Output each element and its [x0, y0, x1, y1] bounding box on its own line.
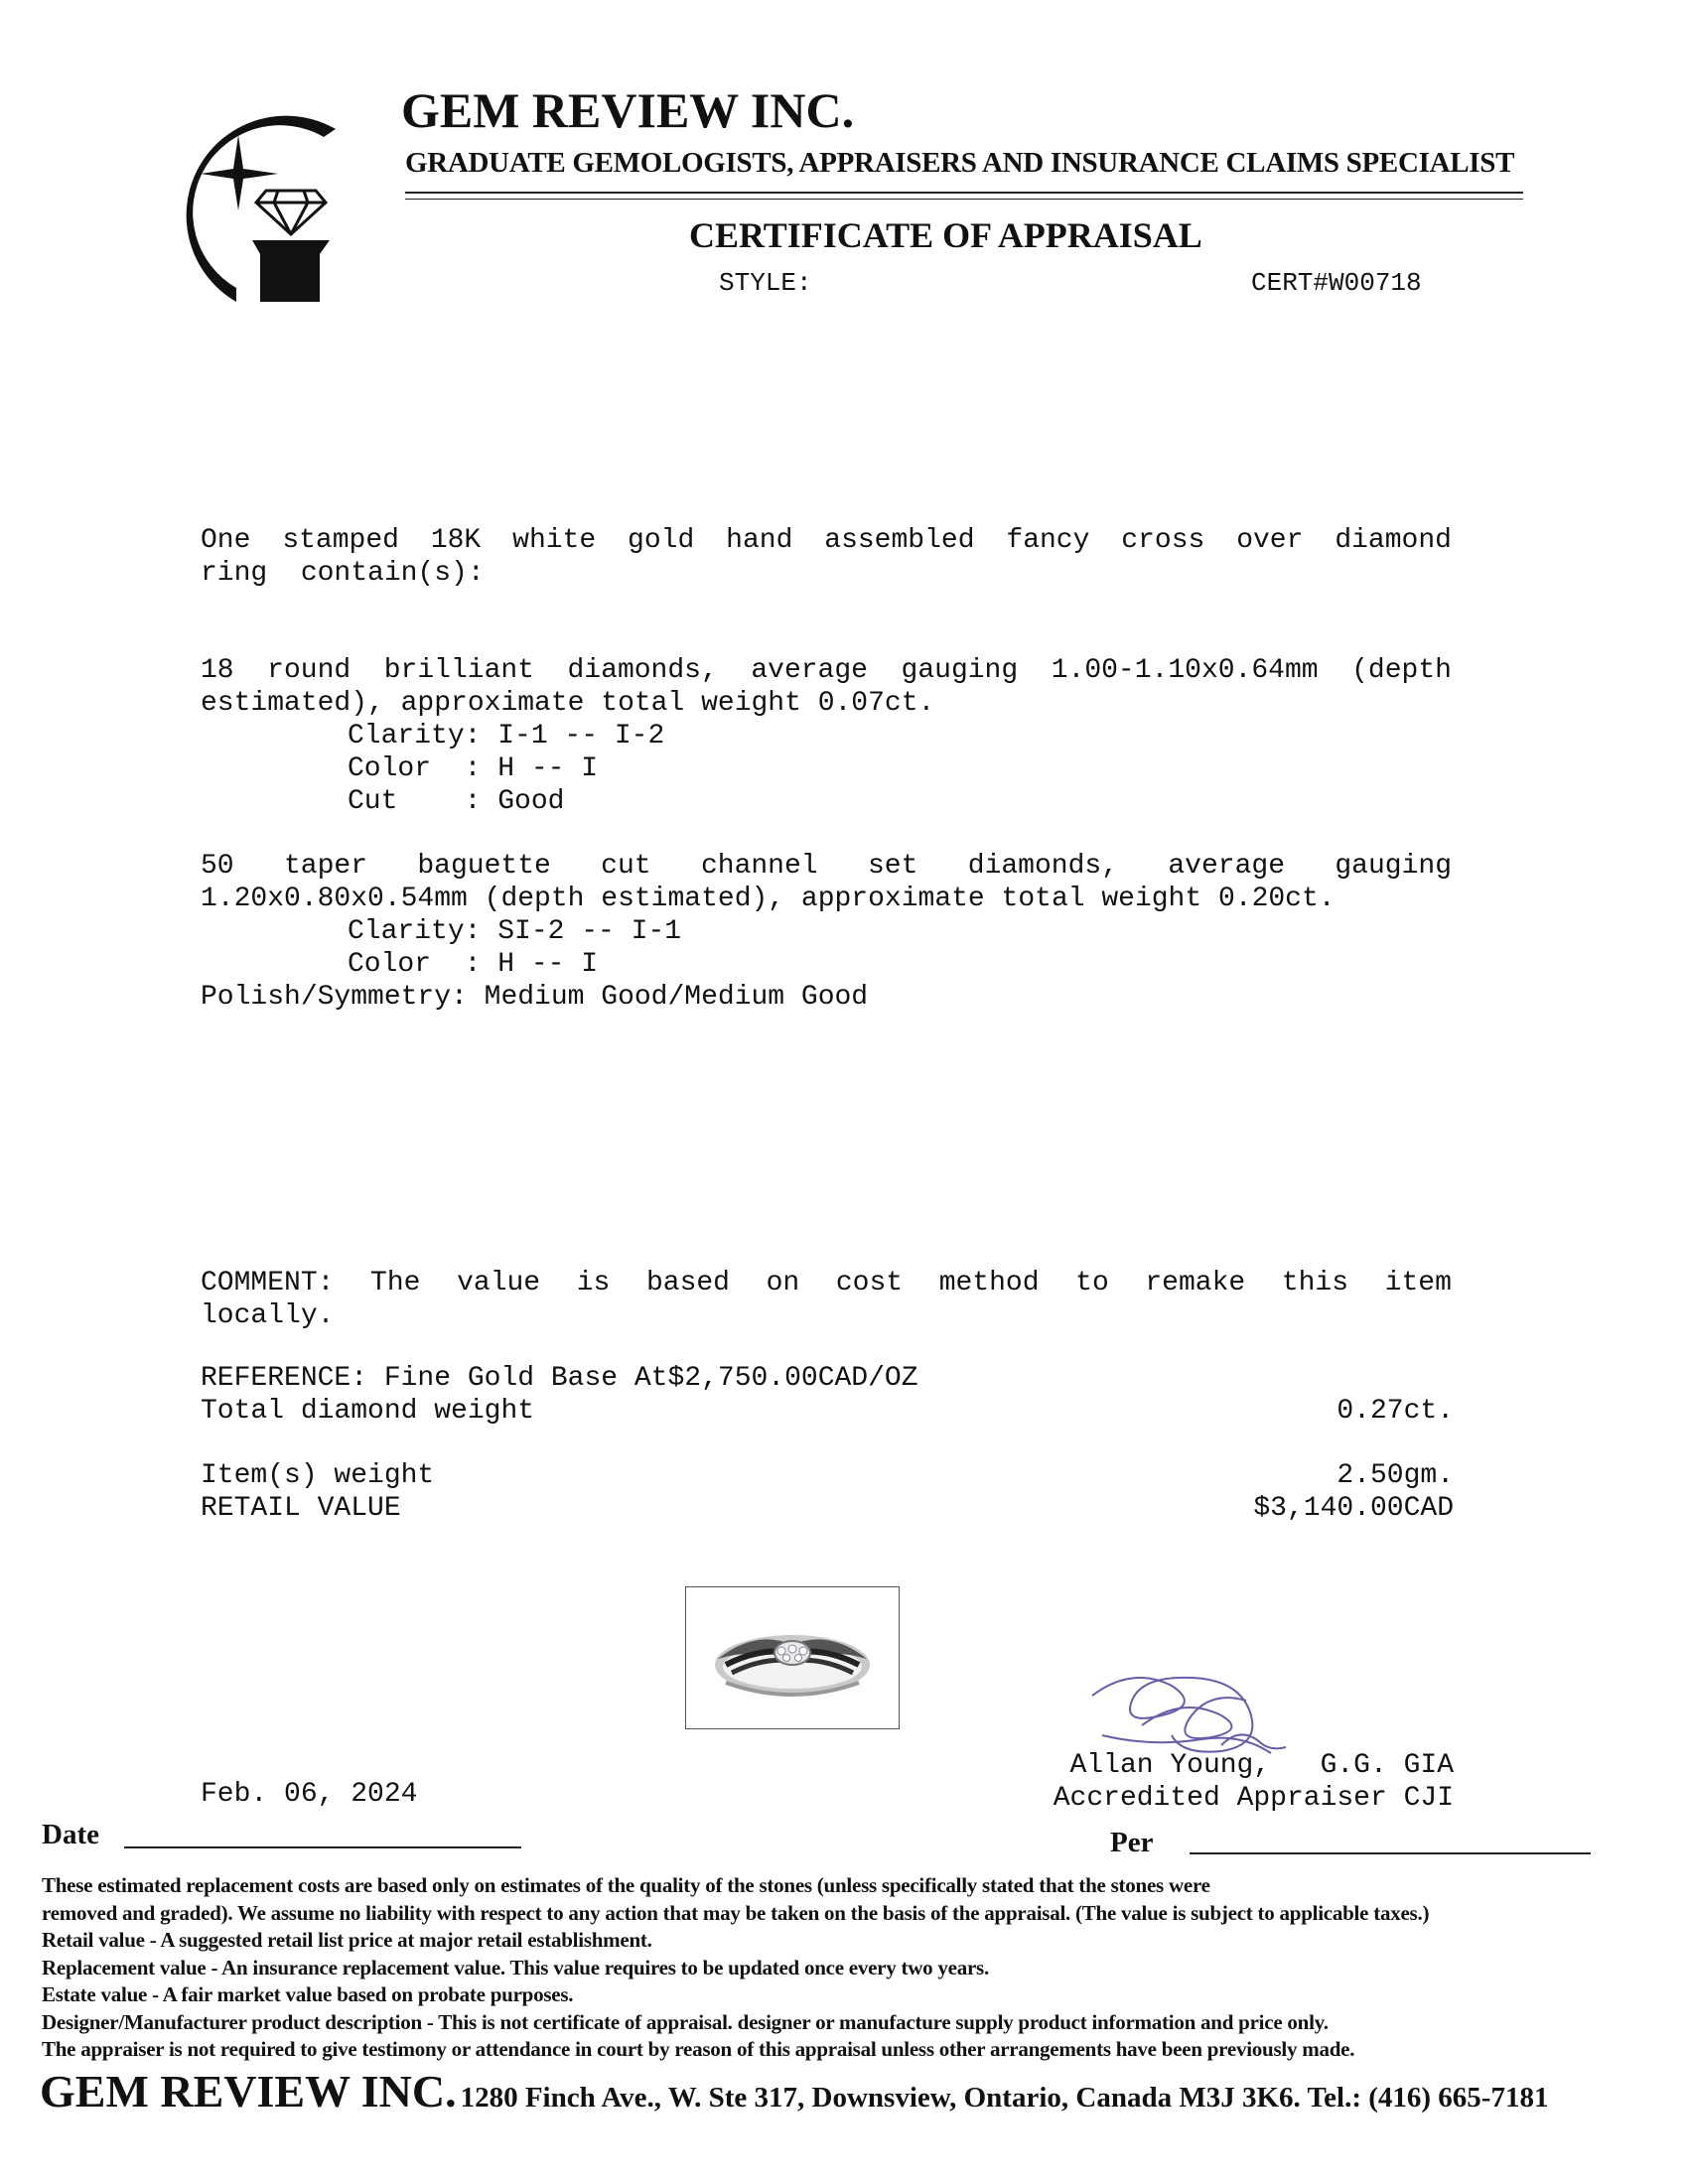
word: gauging — [901, 655, 1019, 686]
disclaimer-line: Estate value - A fair market value based on probate purposes. — [42, 1982, 574, 2006]
word: set — [867, 851, 918, 882]
retail-value-value: $3,140.00CAD — [1253, 1493, 1454, 1524]
word: 18K — [430, 525, 482, 556]
word: gold — [628, 525, 695, 556]
color-row: Color : H -- I — [348, 949, 599, 980]
word: baguette — [417, 851, 551, 882]
clarity-row: Clarity: SI-2 -- I-1 — [348, 916, 682, 947]
disclaimer-line: Replacement value - An insurance replacement value. This value requires to be updated once every two years. — [42, 1955, 989, 1979]
appraisal-date: Feb. 06, 2024 — [201, 1779, 418, 1810]
reference-block — [201, 1362, 1454, 1428]
word: assembled — [824, 525, 975, 556]
disclaimer-line: These estimated replacement costs are based only on estimates of the quality of the stones (unless specifically stated that the stones were — [42, 1873, 1210, 1897]
total-diamond-weight-value: 0.27ct. — [1336, 1396, 1454, 1427]
word: diamond — [1335, 525, 1452, 556]
word: (depth — [1351, 655, 1452, 686]
word: value — [457, 1268, 541, 1298]
word: to — [1075, 1268, 1109, 1298]
polish-symmetry-row: Polish/Symmetry: Medium Good/Medium Good — [201, 982, 869, 1013]
appraiser-block — [1007, 1749, 1454, 1815]
item-weight-value: 2.50gm. — [1336, 1460, 1454, 1491]
stone-group-baguette — [201, 850, 1452, 1014]
justified-line — [201, 850, 1452, 883]
cut-row: Cut : Good — [348, 786, 565, 817]
justified-line — [201, 524, 1452, 557]
item-weight-label: Item(s) weight — [201, 1460, 435, 1491]
disclaimer — [42, 1872, 1429, 2064]
word: stamped — [282, 525, 399, 556]
company-logo — [149, 107, 348, 306]
company-tagline: GRADUATE GEMOLOGISTS, APPRAISERS AND INSURANCE CLAIMS SPECIALIST — [405, 147, 1515, 179]
stone-detail-line: 1.20x0.80x0.54mm (depth estimated), approximate total weight 0.20ct. — [201, 884, 1336, 914]
word: item — [1384, 1268, 1452, 1298]
value-block — [201, 1459, 1454, 1525]
word: average — [751, 655, 868, 686]
disclaimer-line: The appraiser is not required to give testimony or attendance in court by reason of this appraisal unless other arrangements have been previously made. — [42, 2037, 1355, 2061]
justified-line — [201, 654, 1452, 687]
color-row: Color : H -- I — [348, 753, 599, 784]
clarity-row: Clarity: I-1 -- I-2 — [348, 721, 665, 751]
word: this — [1281, 1268, 1349, 1298]
word: 1.00-1.10x0.64mm — [1051, 655, 1319, 686]
word: cross — [1121, 525, 1205, 556]
word: COMMENT: — [201, 1268, 335, 1298]
header-rule-thin — [405, 199, 1523, 200]
description-line: ring contain(s): — [201, 558, 485, 589]
word: channel — [700, 851, 818, 882]
appraiser-title: Accredited Appraiser CJI — [1053, 1783, 1454, 1814]
date-label: Date — [42, 1819, 99, 1850]
word: over — [1236, 525, 1304, 556]
word: brilliant — [383, 655, 534, 686]
word: remake — [1145, 1268, 1246, 1298]
ring-photo — [685, 1586, 900, 1729]
footer — [40, 2065, 1548, 2117]
word: taper — [283, 851, 367, 882]
stone-detail-line: estimated), approximate total weight 0.07ct. — [201, 688, 935, 719]
stone-group-round — [201, 654, 1452, 818]
disclaimer-line: removed and graded). We assume no liability with respect to any action that may be taken on the basis of the appraisal. (The value is subject to applicable taxes.) — [42, 1900, 1430, 1925]
reference-text: REFERENCE: Fine Gold Base At$2,750.00CAD/OZ — [201, 1363, 918, 1394]
company-name: GEM REVIEW INC. — [401, 82, 855, 138]
word: on — [766, 1268, 800, 1298]
word: fancy — [1006, 525, 1090, 556]
retail-value-label: RETAIL VALUE — [201, 1493, 401, 1524]
style-label: STYLE: — [719, 268, 812, 298]
total-diamond-weight-label: Total diamond weight — [201, 1396, 535, 1427]
word: round — [267, 655, 352, 686]
word: 18 — [201, 655, 234, 686]
comment-block — [201, 1267, 1452, 1332]
word: gauging — [1335, 851, 1452, 882]
item-description — [201, 524, 1452, 590]
date-signature-line — [124, 1846, 521, 1848]
word: is — [576, 1268, 611, 1298]
word: based — [645, 1268, 730, 1298]
footer-company-name: GEM REVIEW INC. — [40, 2066, 457, 2116]
word: white — [512, 525, 597, 556]
word: cut — [601, 851, 651, 882]
per-label: Per — [1110, 1827, 1154, 1858]
word: method — [938, 1268, 1040, 1298]
certificate-number: CERT#W00718 — [1251, 268, 1422, 298]
disclaimer-line: Retail value - A suggested retail list price at major retail establishment. — [42, 1928, 652, 1952]
appraiser-name: Allan Young, G.G. GIA — [1069, 1750, 1454, 1781]
certificate-title: CERTIFICATE OF APPRAISAL — [689, 215, 1202, 255]
footer-address: 1280 Finch Ave., W. Ste 317, Downsview, Ontario, Canada M3J 3K6. Tel.: (416) 665-7181 — [460, 2082, 1549, 2114]
word: hand — [726, 525, 793, 556]
comment-line: locally. — [201, 1300, 335, 1331]
justified-line — [201, 1267, 1452, 1299]
word: One — [201, 525, 251, 556]
word: 50 — [201, 851, 234, 882]
header-rule — [405, 192, 1523, 194]
word: diamonds, — [967, 851, 1118, 882]
word: The — [370, 1268, 421, 1298]
word: average — [1168, 851, 1285, 882]
per-signature-line — [1190, 1852, 1591, 1854]
word: diamonds, — [567, 655, 718, 686]
word: cost — [835, 1268, 904, 1298]
disclaimer-line: Designer/Manufacturer product description - This is not certificate of appraisal. designer or manufacture supply product information and price only. — [42, 2009, 1329, 2034]
